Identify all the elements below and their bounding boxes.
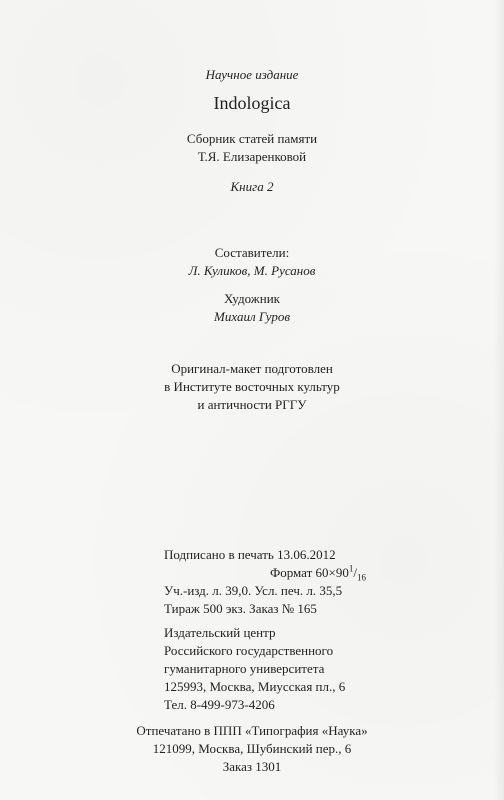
layout-note-line-2: в Институте восточных культур (164, 379, 340, 394)
format-line: Формат $60\times 90^1/_{16}$ (269, 563, 366, 583)
artist-name: Михаил Гуров (214, 309, 290, 324)
subtitle-line-1: Сборник статей памяти (186, 131, 318, 146)
compilers-label: Составители: (214, 245, 290, 260)
format-prefix: Формат 60×90 (269, 565, 349, 580)
book-title: Indologica (213, 93, 291, 113)
subtitle (0, 130, 504, 166)
printer-block (0, 722, 504, 776)
publisher-line-5: Тел. 8-499-973-4206 (164, 697, 275, 712)
format-denominator: 16 (357, 572, 366, 583)
compilers-names: Л. Куликов, М. Русанов (188, 263, 316, 278)
printer-line-2: 121099, Москва, Шубинский пер., 6 (152, 741, 352, 756)
format-numerator: 1 (348, 563, 354, 574)
publisher-line-4: 125993, Москва, Миусская пл., 6 (164, 679, 346, 694)
publisher-line-1: Издательский центр (164, 625, 276, 640)
signed-line: Подписано в печать 13.06.2012 (164, 547, 336, 562)
scan-edge-shadow (494, 0, 504, 800)
circulation-line: Тираж 500 экз. Заказ № 165 (164, 601, 317, 616)
printer-line-1: Отпечатано в ППП «Типография «Наука» (136, 723, 368, 738)
subtitle-line-2: Т.Я. Елизаренковой (197, 149, 307, 164)
printer-line-3: Заказ 1301 (222, 759, 282, 774)
layout-note-line-3: и античности РГГУ (197, 397, 307, 412)
layout-note (0, 360, 504, 414)
publisher-block (164, 624, 364, 714)
layout-note-line-1: Оригинал-макет подготовлен (171, 361, 333, 376)
edition-type: Научное издание (205, 67, 299, 82)
artist-label: Художник (224, 291, 280, 306)
publisher-line-3: гуманитарного университета (164, 661, 325, 676)
imprint-block (164, 546, 394, 618)
publisher-line-2: Российского государственного (164, 643, 334, 658)
book-number: Книга 2 (230, 179, 274, 194)
edition-sheets-line: Уч.-изд. л. 39,0. Усл. печ. л. 35,5 (164, 583, 343, 598)
